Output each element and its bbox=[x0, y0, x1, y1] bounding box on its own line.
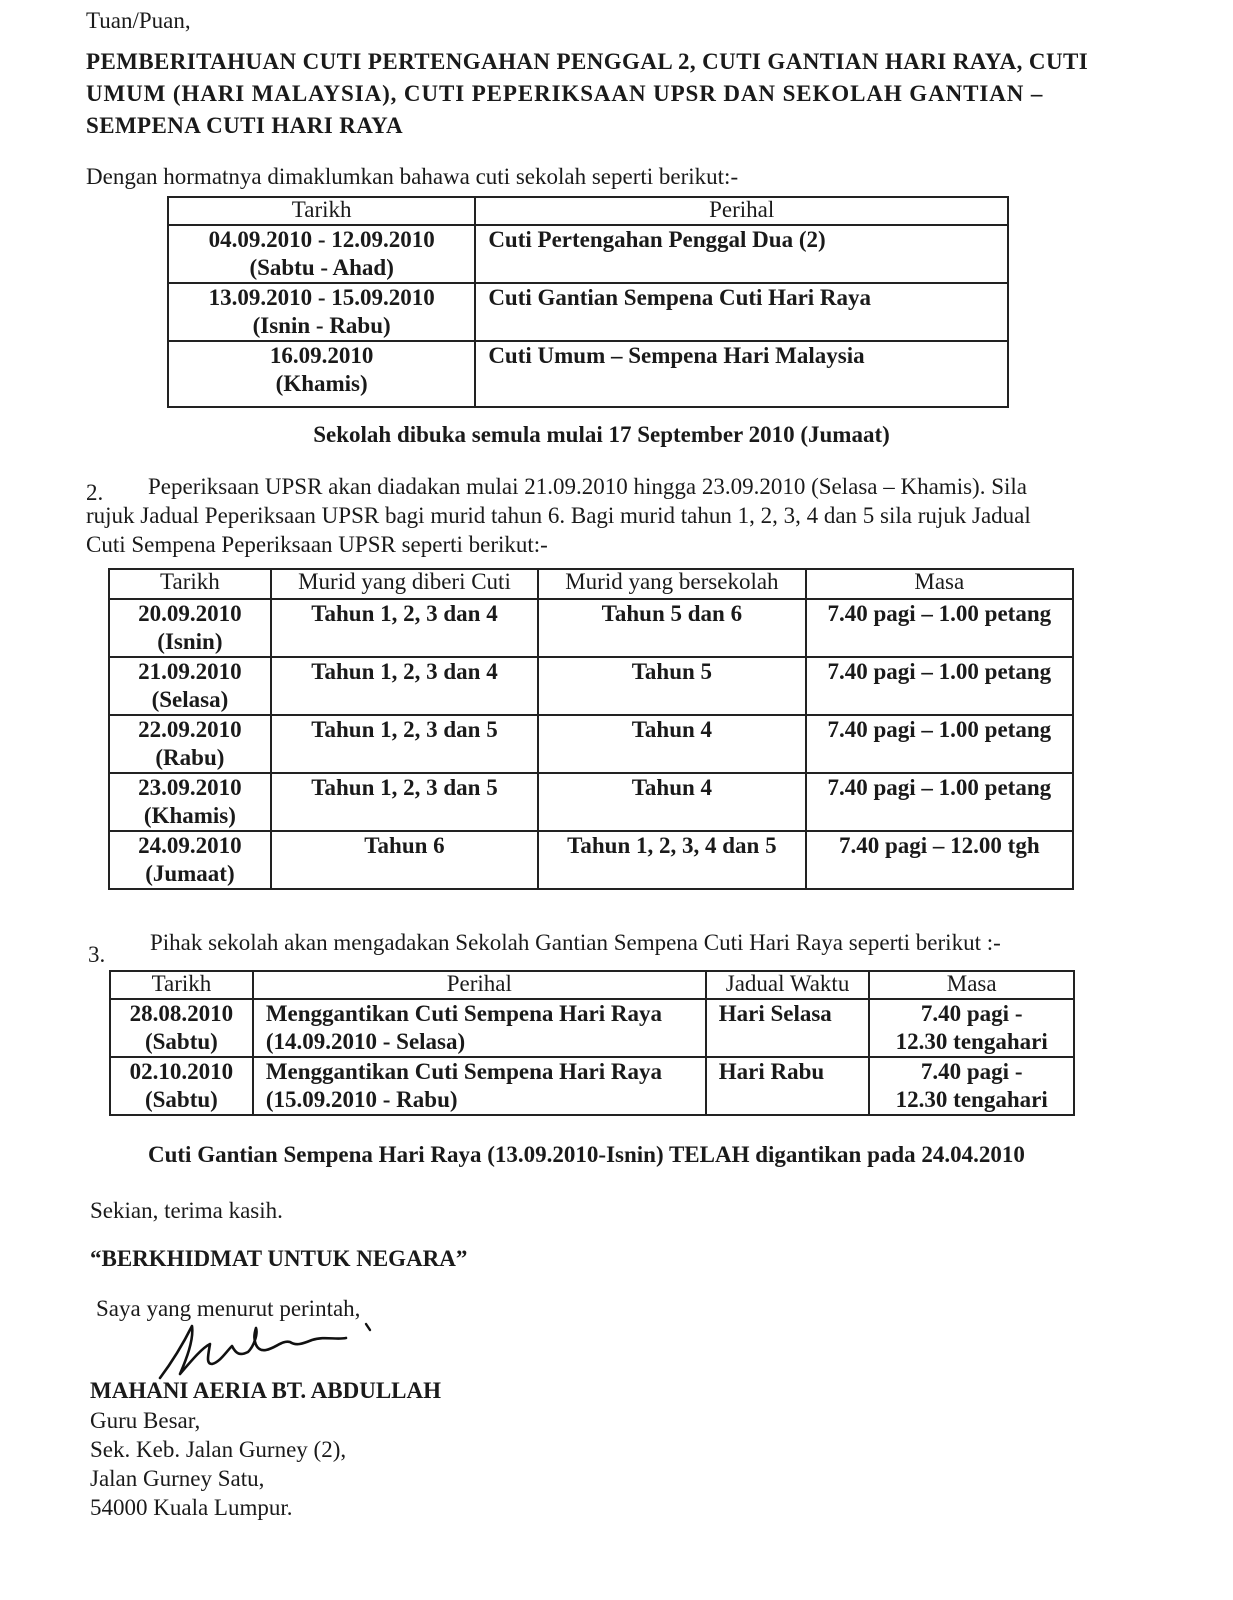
table-row bbox=[109, 657, 1073, 715]
header-masa: Masa bbox=[806, 569, 1073, 599]
sekolah-cell: Tahun 4 bbox=[538, 773, 805, 831]
date-cell: 02.10.2010 (Sabtu) bbox=[110, 1057, 253, 1115]
signatory-name: MAHANI AERIA BT. ABDULLAH bbox=[90, 1378, 442, 1403]
table-row bbox=[168, 283, 1008, 341]
desc-cell: Cuti Pertengahan Penggal Dua (2) bbox=[475, 225, 1008, 283]
replacement-note: Cuti Gantian Sempena Hari Raya (13.09.2010-Isnin) TELAH digantikan pada 24.04.2010 bbox=[148, 1142, 1025, 1167]
header-perihal: Perihal bbox=[253, 971, 706, 999]
replacement-school-table bbox=[109, 970, 1075, 1116]
upsr-table bbox=[108, 568, 1074, 890]
date-cell: 16.09.2010 (Khamis) bbox=[168, 341, 475, 407]
cuti-cell: Tahun 1, 2, 3 dan 4 bbox=[271, 657, 538, 715]
date-cell: 24.09.2010 (Jumaat) bbox=[109, 831, 271, 889]
date-cell: 21.09.2010 (Selasa) bbox=[109, 657, 271, 715]
table-header-row bbox=[168, 197, 1008, 225]
cuti-cell: Tahun 1, 2, 3 dan 4 bbox=[271, 599, 538, 657]
table-row bbox=[168, 341, 1008, 407]
sekolah-cell: Tahun 5 dan 6 bbox=[538, 599, 805, 657]
masa-cell: 7.40 pagi – 1.00 petang bbox=[806, 599, 1073, 657]
table-row bbox=[110, 999, 1074, 1057]
header-tarikh: Tarikh bbox=[109, 569, 271, 599]
desc-cell: Cuti Gantian Sempena Cuti Hari Raya bbox=[475, 283, 1008, 341]
school-name: Sek. Keb. Jalan Gurney (2), bbox=[90, 1437, 347, 1462]
date-cell: 04.09.2010 - 12.09.2010 (Sabtu - Ahad) bbox=[168, 225, 475, 283]
cuti-cell: Tahun 1, 2, 3 dan 5 bbox=[271, 715, 538, 773]
desc-cell: Menggantikan Cuti Sempena Hari Raya (15.09.2010 - Rabu) bbox=[253, 1057, 706, 1115]
date-cell: 23.09.2010 (Khamis) bbox=[109, 773, 271, 831]
masa-cell: 7.40 pagi - 12.30 tengahari bbox=[869, 999, 1074, 1057]
motto: “BERKHIDMAT UNTUK NEGARA” bbox=[90, 1246, 468, 1271]
jadual-cell: Hari Rabu bbox=[706, 1057, 870, 1115]
date-cell: 13.09.2010 - 15.09.2010 (Isnin - Rabu) bbox=[168, 283, 475, 341]
masa-cell: 7.40 pagi – 1.00 petang bbox=[806, 715, 1073, 773]
signatory-block bbox=[90, 1376, 441, 1522]
header-masa: Masa bbox=[869, 971, 1074, 999]
date-cell: 20.09.2010 (Isnin) bbox=[109, 599, 271, 657]
masa-cell: 7.40 pagi – 12.00 tgh bbox=[806, 831, 1073, 889]
city-address: 54000 Kuala Lumpur. bbox=[90, 1495, 293, 1520]
table-row bbox=[110, 1057, 1074, 1115]
jadual-cell: Hari Selasa bbox=[706, 999, 870, 1057]
header-jadual-waktu: Jadual Waktu bbox=[706, 971, 870, 999]
para2-line-3: Cuti Sempena Peperiksaan UPSR seperti berikut:- bbox=[86, 532, 548, 557]
masa-cell: 7.40 pagi - 12.30 tengahari bbox=[869, 1057, 1074, 1115]
sekolah-cell: Tahun 4 bbox=[538, 715, 805, 773]
letter-title bbox=[86, 46, 1088, 142]
sekolah-cell: Tahun 5 bbox=[538, 657, 805, 715]
header-tarikh: Tarikh bbox=[110, 971, 253, 999]
holiday-table bbox=[167, 196, 1009, 408]
header-murid-cuti: Murid yang diberi Cuti bbox=[271, 569, 538, 599]
cuti-cell: Tahun 6 bbox=[271, 831, 538, 889]
signoff-text: Saya yang menurut perintah, bbox=[96, 1296, 361, 1321]
salutation: Tuan/Puan, bbox=[86, 8, 191, 33]
date-cell: 22.09.2010 (Rabu) bbox=[109, 715, 271, 773]
intro-text: Dengan hormatnya dimaklumkan bahawa cuti sekolah seperti berikut:- bbox=[86, 164, 739, 189]
desc-cell: Cuti Umum – Sempena Hari Malaysia bbox=[475, 341, 1008, 407]
table-row bbox=[109, 715, 1073, 773]
date-cell: 28.08.2010 (Sabtu) bbox=[110, 999, 253, 1057]
street-address: Jalan Gurney Satu, bbox=[90, 1466, 265, 1491]
table-header-row bbox=[109, 569, 1073, 599]
title-line-3: SEMPENA CUTI HARI RAYA bbox=[86, 113, 404, 138]
para3-number: 3. bbox=[88, 942, 106, 967]
title-line-1: PEMBERITAHUAN CUTI PERTENGAHAN PENGGAL 2, CUTI GANTIAN HARI RAYA, CUTI bbox=[86, 49, 1089, 74]
header-murid-sekolah: Murid yang bersekolah bbox=[538, 569, 805, 599]
para3-text: Pihak sekolah akan mengadakan Sekolah Gantian Sempena Cuti Hari Raya seperti berikut :- bbox=[150, 930, 1001, 955]
table-row bbox=[109, 773, 1073, 831]
para2-line-2: rujuk Jadual Peperiksaan UPSR bagi murid tahun 6. Bagi murid tahun 1, 2, 3, 4 dan 5 sila rujuk Jadual bbox=[86, 503, 1031, 528]
table-row bbox=[168, 225, 1008, 283]
header-perihal: Perihal bbox=[475, 197, 1008, 225]
reopen-notice: Sekolah dibuka semula mulai 17 September 2010 (Jumaat) bbox=[313, 422, 890, 447]
para2-line-1: Peperiksaan UPSR akan diadakan mulai 21.09.2010 hingga 23.09.2010 (Selasa – Khamis). Sila bbox=[148, 474, 1027, 499]
closing-text: Sekian, terima kasih. bbox=[90, 1198, 283, 1223]
sekolah-cell: Tahun 1, 2, 3, 4 dan 5 bbox=[538, 831, 805, 889]
table-header-row bbox=[110, 971, 1074, 999]
title-line-2: UMUM (HARI MALAYSIA), CUTI PEPERIKSAAN UPSR DAN SEKOLAH GANTIAN – bbox=[86, 81, 1044, 106]
masa-cell: 7.40 pagi – 1.00 petang bbox=[806, 657, 1073, 715]
masa-cell: 7.40 pagi – 1.00 petang bbox=[806, 773, 1073, 831]
header-tarikh: Tarikh bbox=[168, 197, 475, 225]
signatory-position: Guru Besar, bbox=[90, 1408, 201, 1433]
table-row bbox=[109, 599, 1073, 657]
cuti-cell: Tahun 1, 2, 3 dan 5 bbox=[271, 773, 538, 831]
table-row bbox=[109, 831, 1073, 889]
desc-cell: Menggantikan Cuti Sempena Hari Raya (14.09.2010 - Selasa) bbox=[253, 999, 706, 1057]
para2-number: 2. bbox=[86, 480, 104, 505]
